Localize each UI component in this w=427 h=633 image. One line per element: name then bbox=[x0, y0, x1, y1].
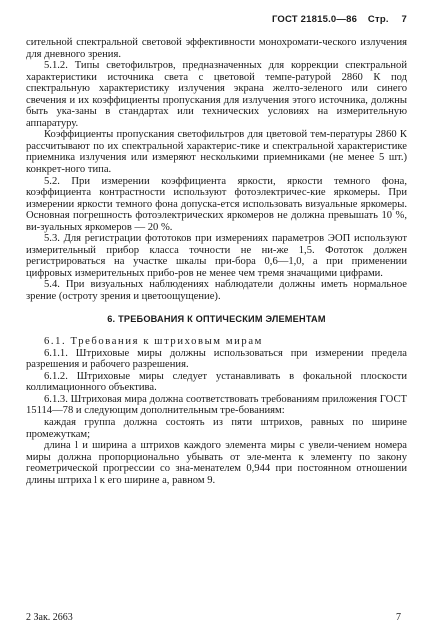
paragraph: 5.2. При измерении коэффициента яркости, яркости темного фона, коэффициента контрастности используют фотоэлектричес-кие яркомеры. При измерении яркости темного фона допуска-ется использовать визуальные яркомеры. Основная погрешность фотоэлектрических яркомеров не должна превышать 10 %, ви-зуальных яркомеров — 20 %. bbox=[26, 175, 407, 233]
footer-page-number: 7 bbox=[396, 612, 401, 623]
document-body bbox=[26, 37, 407, 486]
paragraph: каждая группа должна состоять из пяти штрихов, равных по ширине промежуткам; bbox=[26, 416, 407, 440]
spacer bbox=[26, 325, 407, 336]
paragraph: длина l и ширина a штрихов каждого элемента миры с увели-чением номера миры должна пропорционально убывать от эле-мента к элементу по закону геометрической прогрессии со зна-менателем 0,944 при постоянном отношении длины штриха l к его ширине a, равном 9. bbox=[26, 440, 407, 486]
standard-number: ГОСТ 21815.0—86 bbox=[271, 14, 358, 25]
section-heading: 6. ТРЕБОВАНИЯ К ОПТИЧЕСКИМ ЭЛЕМЕНТАМ bbox=[107, 313, 326, 324]
footer-order-number: 2 Зак. 2663 bbox=[26, 612, 73, 623]
paragraph: 5.4. При визуальных наблюдениях наблюдатели должны иметь нормальное зрение (остроту зрения и цветоощущение). bbox=[26, 279, 407, 303]
page-label: Стр. bbox=[367, 14, 389, 25]
paragraph: 5.1.2. Типы светофильтров, предназначенных для коррекции спектральной характеристики источника света с цветовой темпе-ратурой 2860 К под спектральную характеристику излучения экрана желто-зеленого или синего свечения и их коэффициенты пропускания для излучения этого источника, должны быть ука-заны в стандартах или технических условиях на измерительную аппаратуру. bbox=[26, 60, 407, 129]
subsection-heading: 6.1. Требования к штриховым мирам bbox=[44, 336, 263, 348]
paragraph: 6.1.1. Штриховые миры должны использоваться при измерении предела разрешения и рабочего разрешения. bbox=[26, 347, 407, 371]
paragraph: 5.3. Для регистрации фототоков при измерениях параметров ЭОП используют измерительный прибор класса точности не ни-же 1,5. Фототок должен регистрироваться на участке шкалы при-бора 0,6—1,0, а при применении цифровых измерительных прибо-ров не менее чем тремя значащими цифрами. bbox=[26, 233, 407, 279]
paragraph: Коэффициенты пропускания светофильтров для цветовой тем-пературы 2860 К рассчитывают по их спектральной характерис-тике и спектральной характеристике приемника излучения или измеряют несколькими приемниками (не менее 5 шт.) конкрет-ного типа. bbox=[26, 129, 407, 176]
page-header bbox=[272, 14, 407, 25]
paragraph: сительной спектральной световой эффективности монохромати-ческого излучения для дневного зрения. bbox=[26, 37, 407, 60]
paragraph: 6.1.2. Штриховые миры следует устанавливать в фокальной плоскости коллимационного объектива. bbox=[26, 370, 407, 394]
spacer bbox=[26, 303, 407, 314]
paragraph: 6.1.3. Штриховая мира должна соответствовать требованиям приложения ГОСТ 15114—78 и следующим дополнительным тре-бованиям: bbox=[26, 393, 407, 417]
page-number: 7 bbox=[401, 14, 407, 25]
